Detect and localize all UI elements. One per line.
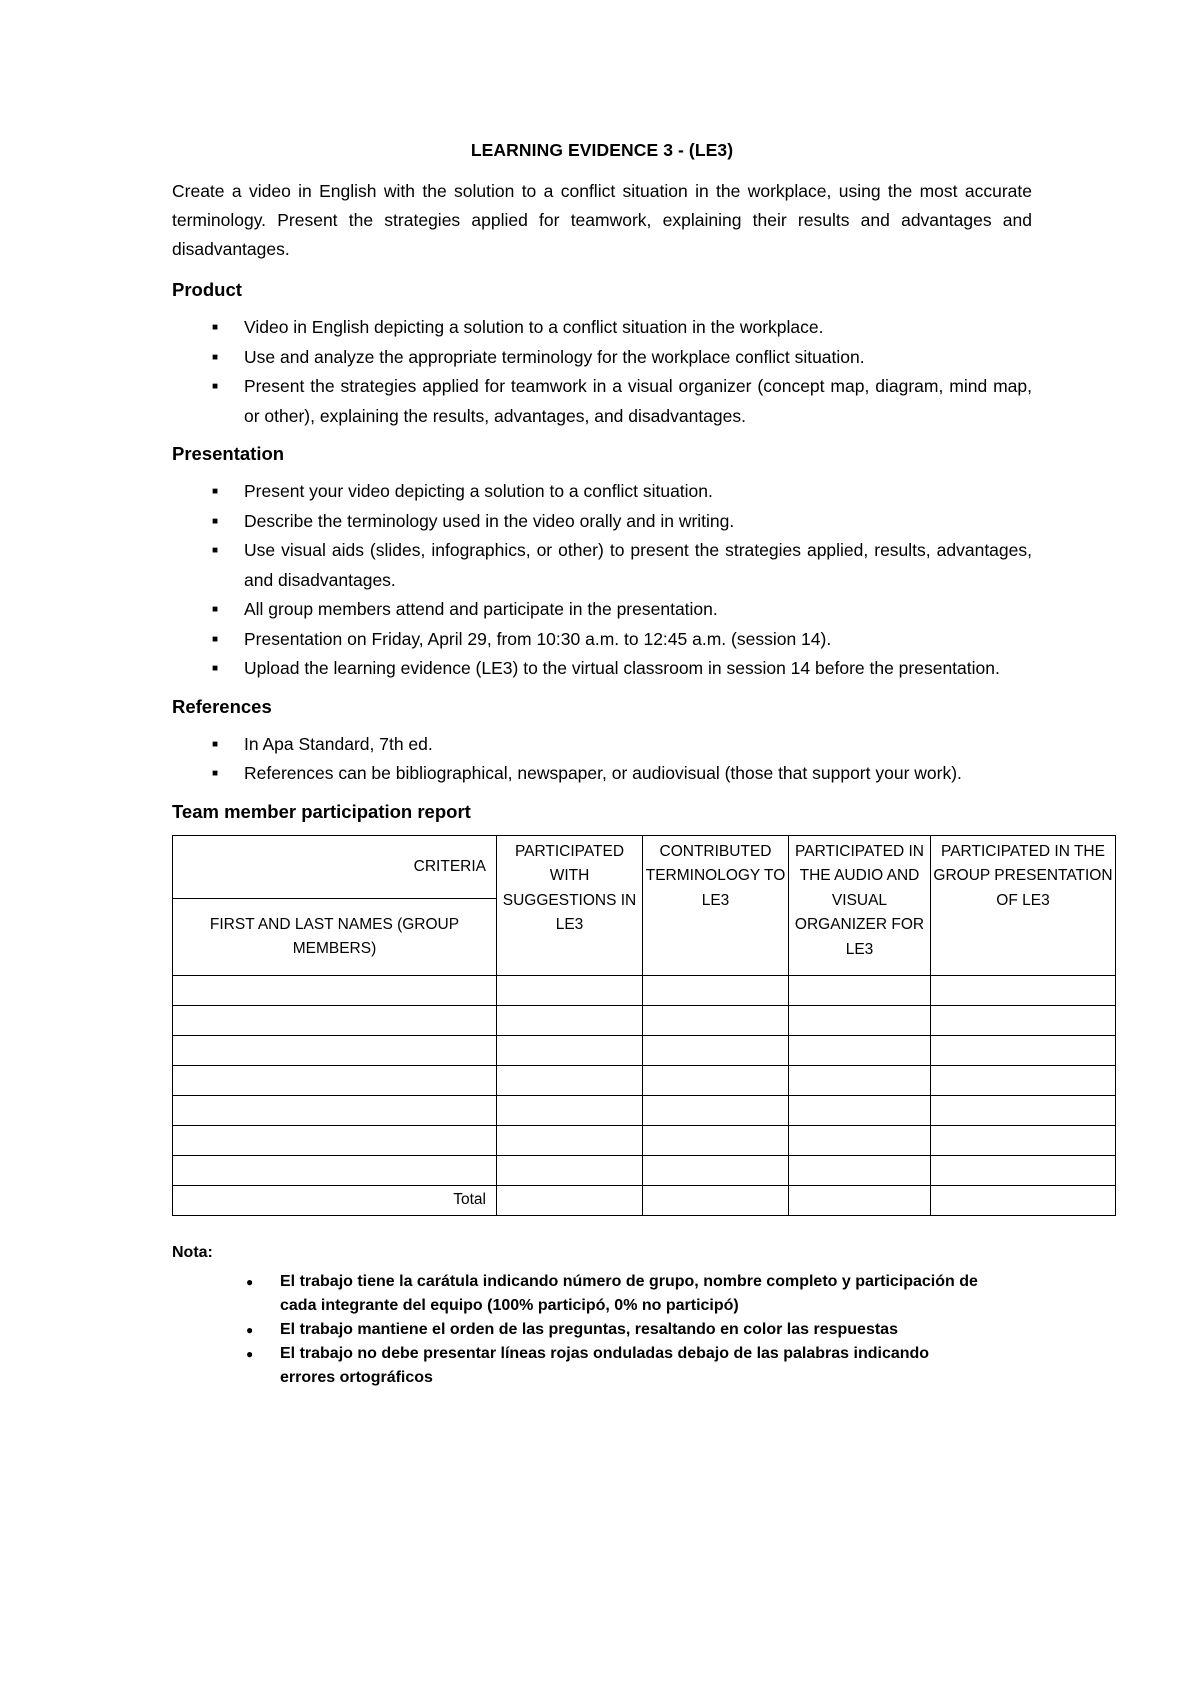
square-bullet-icon: ■	[212, 633, 219, 645]
table-row	[173, 1035, 1116, 1065]
table-cell[interactable]	[643, 1125, 789, 1155]
table-row	[173, 1005, 1116, 1035]
square-bullet-icon: ■	[212, 351, 219, 363]
names-header: FIRST AND LAST NAMES (GROUP MEMBERS)	[173, 898, 497, 975]
table-cell[interactable]	[931, 975, 1116, 1005]
column-header-suggestions: PARTICIPATED WITH SUGGESTIONS IN LE3	[497, 835, 643, 975]
criteria-header: CRITERIA	[173, 835, 497, 898]
nota-label: Nota:	[172, 1243, 213, 1261]
square-bullet-icon: ■	[212, 768, 219, 779]
references-list	[172, 730, 1032, 789]
table-cell[interactable]	[789, 1185, 931, 1215]
dot-bullet-icon: ●	[246, 1322, 254, 1337]
table-cell[interactable]	[497, 1095, 643, 1125]
table-cell[interactable]	[497, 1035, 643, 1065]
references-heading: References	[172, 695, 272, 717]
participation-table	[172, 835, 1116, 1216]
table-cell[interactable]	[931, 1035, 1116, 1065]
table-cell[interactable]	[789, 1005, 931, 1035]
table-cell[interactable]	[931, 1095, 1116, 1125]
list-item: ■ Upload the learning evidence (LE3) to the virtual classroom in session 14 before the presentation.	[172, 654, 1032, 684]
table-cell[interactable]	[497, 1125, 643, 1155]
table-cell[interactable]	[931, 1125, 1116, 1155]
table-cell[interactable]	[643, 1005, 789, 1035]
square-bullet-icon: ■	[212, 545, 219, 556]
table-cell[interactable]	[173, 1005, 497, 1035]
square-bullet-icon: ■	[212, 738, 219, 750]
table-cell[interactable]	[497, 975, 643, 1005]
intro-paragraph: Create a video in English with the solution to a conflict situation in the workplace, using the most accurate terminology. Present the strategies applied for teamwork, explaining their results and advantages and disadvantages.	[172, 181, 1032, 259]
square-bullet-icon: ■	[212, 381, 219, 392]
document-page	[172, 140, 1113, 1390]
list-item: ■ Present the strategies applied for teamwork in a visual organizer (concept map, diagram, mind map, or other), explaining the results, advantages, and disadvantages.	[172, 372, 1032, 431]
table-cell[interactable]	[931, 1185, 1116, 1215]
table-cell[interactable]	[643, 1065, 789, 1095]
table-cell[interactable]	[789, 975, 931, 1005]
table-cell[interactable]	[643, 975, 789, 1005]
table-cell[interactable]	[497, 1065, 643, 1095]
presentation-list	[172, 477, 1032, 684]
table-cell[interactable]	[789, 1155, 931, 1185]
table-cell[interactable]	[643, 1155, 789, 1185]
report-heading: Team member participation report	[172, 800, 471, 822]
table-cell[interactable]	[643, 1035, 789, 1065]
list-item: ■ Use and analyze the appropriate terminology for the workplace conflict situation.	[172, 343, 1032, 373]
list-item: ■ Describe the terminology used in the video orally and in writing.	[172, 507, 1032, 537]
table-cell[interactable]	[173, 1035, 497, 1065]
list-item: ● El trabajo mantiene el orden de las preguntas, resaltando en color las respuestas	[172, 1318, 980, 1342]
table-row	[173, 1065, 1116, 1095]
table-cell[interactable]	[789, 1065, 931, 1095]
column-header-organizer: PARTICIPATED IN THE AUDIO AND VISUAL ORGANIZER FOR LE3	[789, 835, 931, 975]
list-item: ■ Present your video depicting a solution to a conflict situation.	[172, 477, 1032, 507]
table-cell[interactable]	[173, 975, 497, 1005]
table-cell[interactable]	[931, 1005, 1116, 1035]
table-row	[173, 975, 1116, 1005]
table-cell[interactable]	[173, 1065, 497, 1095]
table-row	[173, 1125, 1116, 1155]
table-cell[interactable]	[497, 1155, 643, 1185]
list-item: ■ References can be bibliographical, newspaper, or audiovisual (those that support your work).	[172, 759, 1032, 789]
list-item: ■ All group members attend and participate in the presentation.	[172, 595, 1032, 625]
nota-list	[172, 1270, 1032, 1390]
dot-bullet-icon: ●	[246, 1274, 254, 1289]
list-item: ■ Video in English depicting a solution to a conflict situation in the workplace.	[172, 313, 1032, 343]
square-bullet-icon: ■	[212, 604, 219, 615]
square-bullet-icon: ■	[212, 322, 219, 333]
table-cell[interactable]	[789, 1125, 931, 1155]
table-cell[interactable]	[643, 1095, 789, 1125]
table-cell[interactable]	[497, 1185, 643, 1215]
list-item: ■ Presentation on Friday, April 29, from 10:30 a.m. to 12:45 a.m. (session 14).	[172, 625, 1032, 655]
table-cell[interactable]	[789, 1035, 931, 1065]
total-row	[173, 1185, 1116, 1215]
table-cell[interactable]	[497, 1005, 643, 1035]
table-cell[interactable]	[789, 1095, 931, 1125]
column-header-presentation: PARTICIPATED IN THE GROUP PRESENTATION OF LE3	[931, 835, 1116, 975]
table-cell[interactable]	[173, 1125, 497, 1155]
table-cell[interactable]	[173, 1095, 497, 1125]
product-list	[172, 313, 1032, 431]
dot-bullet-icon: ●	[246, 1346, 254, 1361]
list-item: ● El trabajo tiene la carátula indicando número de grupo, nombre completo y participación de cada integrante del equipo (100% participó, 0% no participó)	[172, 1270, 980, 1318]
column-header-terminology: CONTRIBUTED TERMINOLOGY TO LE3	[643, 835, 789, 975]
table-cell[interactable]	[643, 1185, 789, 1215]
nota-section	[172, 1244, 1032, 1390]
table-cell[interactable]	[931, 1065, 1116, 1095]
presentation-heading: Presentation	[172, 443, 285, 464]
list-item: ■ Use visual aids (slides, infographics, or other) to present the strategies applied, results, advantages, and disadvantages.	[172, 536, 1032, 595]
list-item: ● El trabajo no debe presentar líneas rojas onduladas debajo de las palabras indicando errores ortográficos	[172, 1342, 980, 1390]
square-bullet-icon: ■	[212, 486, 219, 497]
list-item: ■ In Apa Standard, 7th ed.	[172, 730, 1032, 760]
total-label: Total	[173, 1185, 497, 1215]
table-cell[interactable]	[931, 1155, 1116, 1185]
square-bullet-icon: ■	[212, 515, 219, 527]
product-heading: Product	[172, 279, 242, 300]
table-cell[interactable]	[173, 1155, 497, 1185]
table-row	[173, 1095, 1116, 1125]
square-bullet-icon: ■	[212, 663, 219, 674]
document-title: LEARNING EVIDENCE 3 - (LE3)	[470, 140, 734, 160]
table-row	[173, 1155, 1116, 1185]
